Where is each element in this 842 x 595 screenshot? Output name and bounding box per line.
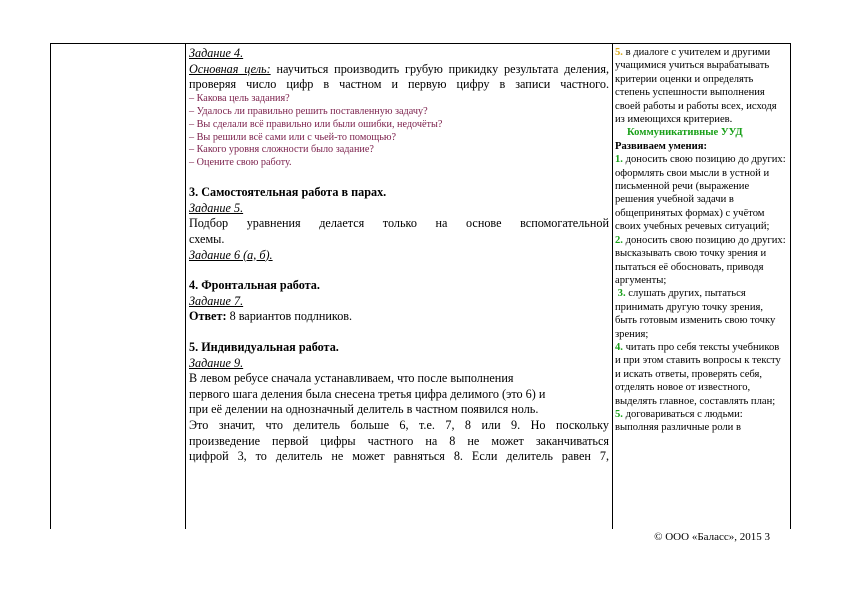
comm-item: 5. договариваться с людьми: выполняя различные роли в bbox=[615, 408, 743, 434]
task9-line: Это значит, что делитель больше 6, т.е. 7, 8 или 9. Но поскольку bbox=[189, 417, 609, 432]
content-column bbox=[186, 44, 613, 529]
task9-title: Задание 9. bbox=[189, 355, 244, 370]
task4-title: Задание 4. bbox=[189, 46, 244, 60]
copyright-footer: © ООО «Баласс», 2015 3 bbox=[654, 531, 770, 543]
comm-item: 2. доносить свою позицию до других: высказывать свою точку зрения и пытаться её обосновать, приводя аргументы; bbox=[615, 234, 786, 286]
task6-title: Задание 6 (а, б). bbox=[189, 247, 273, 262]
comm-item: 3. слушать других, пытаться принимать другую точку зрения, быть готовым изменить свою точку зрения; bbox=[615, 288, 776, 340]
task9-line: при её делении на однозначный делитель в частном появился ноль. bbox=[189, 402, 539, 417]
section5-heading: 5. Индивидуальная работа. bbox=[189, 339, 339, 354]
task5-text-line1: Подбор уравнения делается только на основе вспомогательной bbox=[189, 216, 609, 231]
develop-label: Развиваем умения: bbox=[615, 140, 707, 152]
section3-heading: 3. Самостоятельная работа в парах. bbox=[189, 185, 387, 200]
stage-column bbox=[51, 44, 186, 529]
question-item: – Оцените свою работу. bbox=[189, 157, 292, 169]
question-item: – Какова цель задания? bbox=[189, 92, 290, 104]
comm-item: 4. читать про себя тексты учебников и при этом ставить вопросы к тексту и искать ответы, проверять себя, отделять новое от известного, выделять главное, составлять план; bbox=[615, 341, 781, 407]
question-item: – Вы сделали всё правильно или были ошибки, недочёты? bbox=[189, 118, 443, 130]
regulatory-item-5: 5. в диалоге с учителем и другими учащимися учиться вырабатывать критерии оценки и определять степень успешности выполнения своей работы и работы всех, исходя из имеющихся критериев. bbox=[615, 47, 777, 126]
task7-title: Задание 7. bbox=[189, 293, 244, 308]
uud-column bbox=[613, 44, 790, 529]
section4-heading: 4. Фронтальная работа. bbox=[189, 278, 320, 293]
task4-questions bbox=[189, 93, 609, 170]
question-item: – Удалось ли правильно решить поставленную задачу? bbox=[189, 105, 428, 117]
task4-goal: Основная цель: научиться производить грубую прикидку результата деления, проверяя число цифр в частном и первую цифру в записи частного. bbox=[189, 61, 609, 92]
task5-text-line2: схемы. bbox=[189, 232, 225, 246]
task5-title: Задание 5. bbox=[189, 200, 244, 215]
task9-line: произведение первой цифры частного на 8 не может заканчиваться bbox=[189, 433, 609, 448]
question-item: – Вы решили всё сами или с чьей-то помощью? bbox=[189, 131, 396, 143]
task9-line: первого шага деления была снесена третья цифра делимого (это 6) и bbox=[189, 386, 546, 401]
communicative-heading: Коммуникативные УУД bbox=[627, 127, 743, 139]
comm-item: 1. доносить свою позицию до других: оформлять свои мысли в устной и письменной речи (выражение решения учебной задачи в общепринятых формах) с учётом своих учебных речевых ситуаций; bbox=[615, 154, 786, 233]
lesson-table bbox=[50, 43, 791, 529]
task7-answer: Ответ: 8 вариантов подлников. bbox=[189, 309, 353, 324]
task9-line: цифрой 3, то делитель не может равняться 8. Если делитель равен 7, bbox=[189, 449, 609, 464]
question-item: – Какого уровня сложности было задание? bbox=[189, 144, 374, 156]
task9-line: В левом ребусе сначала устанавливаем, что после выполнения bbox=[189, 371, 514, 386]
